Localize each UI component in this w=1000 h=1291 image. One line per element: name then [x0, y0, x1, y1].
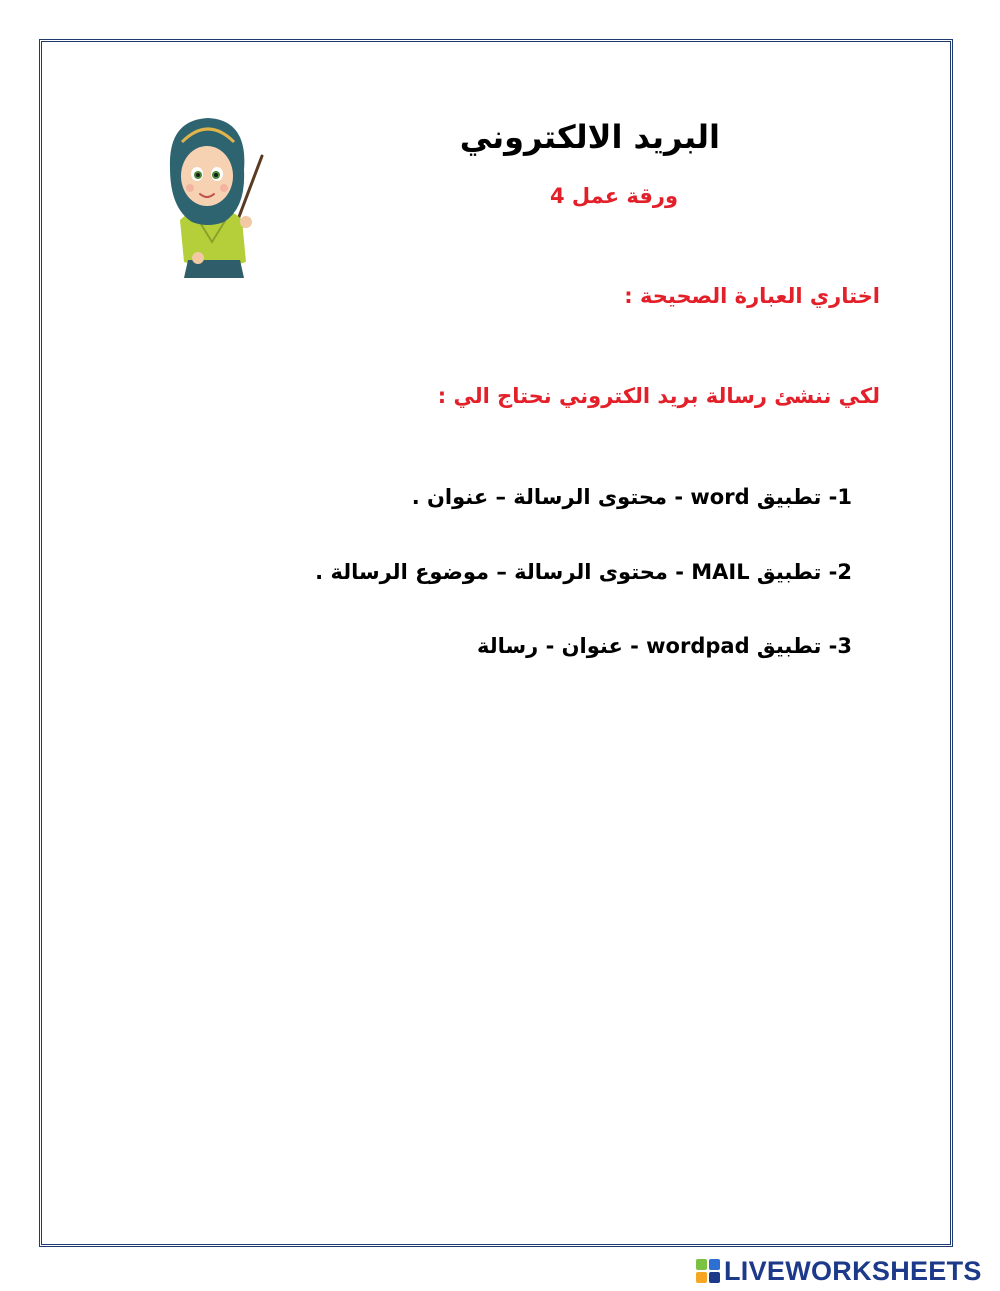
liveworksheets-logo-icon	[696, 1259, 720, 1283]
worksheet-title: البريد الالكتروني	[459, 118, 720, 156]
liveworksheets-logo	[696, 1256, 982, 1286]
logo-text: LIVEWORKSHEETS	[724, 1256, 982, 1286]
instruction-text: اختاري العبارة الصحيحة :	[624, 284, 880, 308]
worksheet-subtitle: ورقة عمل 4	[549, 184, 678, 208]
question-text: لكي ننشئ رسالة بريد الكتروني نحتاج الي :	[437, 384, 880, 408]
option-1[interactable]: 1- تطبيق word - محتوى الرسالة – عنوان .	[411, 485, 852, 509]
option-3[interactable]: 3- تطبيق wordpad - عنوان - رسالة	[477, 634, 852, 658]
option-2[interactable]: 2- تطبيق MAIL - محتوى الرسالة – موضوع الرسالة .	[315, 560, 852, 584]
teacher-illustration	[162, 112, 272, 278]
